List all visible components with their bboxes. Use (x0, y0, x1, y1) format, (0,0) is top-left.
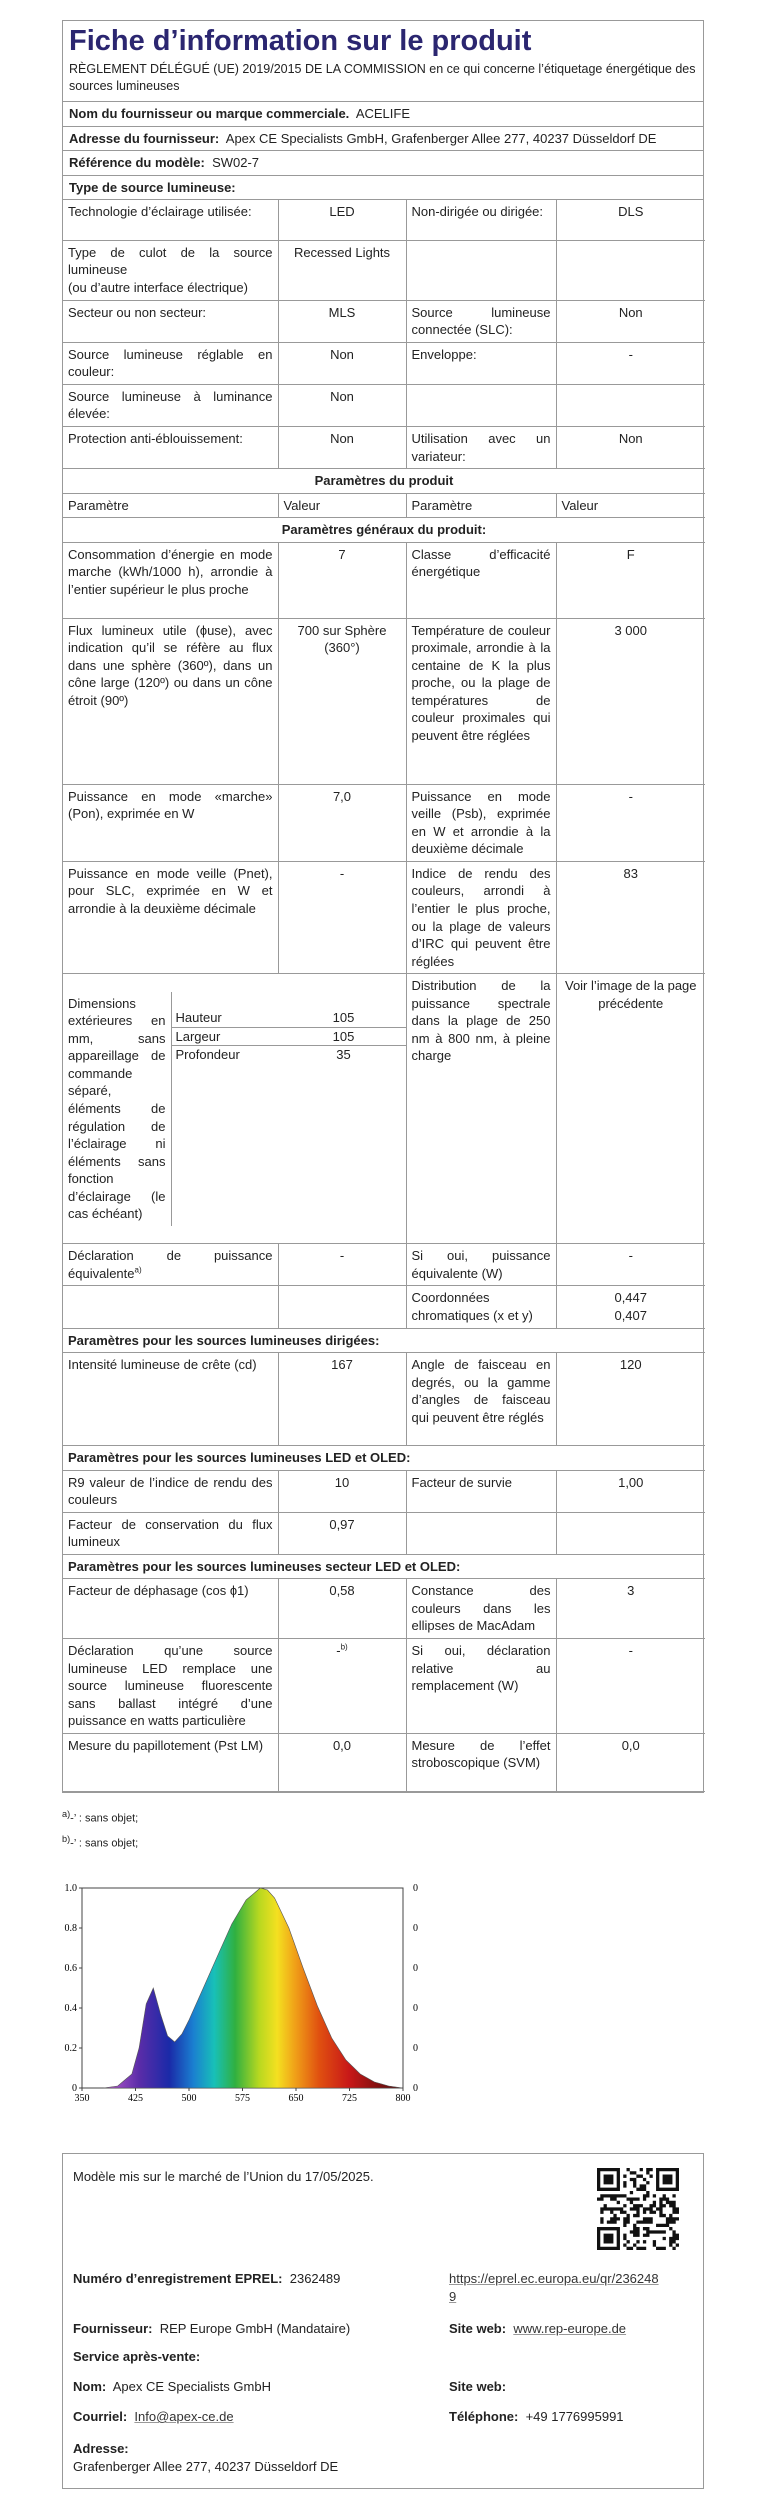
equivalent-param-row (63, 1244, 705, 1286)
y-tick-label-right: 0 (413, 1963, 418, 1974)
y-tick-label-right: 0 (413, 2083, 418, 2094)
led-param-row (63, 1470, 705, 1512)
equivalent-param-value-2: 0,447 0,407 (556, 1286, 705, 1328)
mains-param-value-2: 0,0 (556, 1733, 705, 1791)
peak-intensity-label: Intensité lumineuse de crête (cd) (63, 1353, 278, 1446)
spectral-distribution-chart (58, 1868, 478, 2118)
source-param-row (63, 200, 705, 240)
directional-header: Paramètres pour les sources lumineuses dirigées: (63, 1328, 705, 1353)
width-label: Largeur (172, 1027, 282, 1046)
source-param-label-2 (406, 240, 556, 300)
source-param-value-2: Non (556, 426, 705, 468)
led-param-label-2: Facteur de survie (406, 1470, 556, 1512)
supplier-label: Nom du fournisseur ou marque commerciale. (69, 106, 350, 121)
qr-code-icon (597, 2168, 679, 2250)
source-param-label-2 (406, 384, 556, 426)
general-param-label-2: Température de couleur proximale, arrondie à la centaine de K la plus proche, ou la plage de températures de couleur proximales qui peuvent être réglées (406, 618, 556, 784)
equivalent-param-label (63, 1286, 278, 1328)
led-param-label: Facteur de conservation du flux lumineux (63, 1512, 278, 1554)
mains-param-label: Facteur de déphasage (cos ɸ1) (63, 1579, 278, 1639)
mains-param-label-2: Si oui, déclaration relative au remplacement (W) (406, 1639, 556, 1734)
mains-param-value: 0,58 (278, 1579, 406, 1639)
general-param-value-2: 3 000 (556, 618, 705, 784)
general-param-row (63, 861, 705, 973)
source-param-label-2: Utilisation avec un variateur: (406, 426, 556, 468)
mains-param-value: -$^{b)}$ (278, 1639, 406, 1734)
x-tick-label: 575 (235, 2093, 250, 2104)
service-label: Service après-vente: (73, 2349, 201, 2364)
general-param-value: - (278, 861, 406, 973)
general-param-row (63, 784, 705, 861)
general-param-label: Puissance en mode «marche» (Pon), exprimée en W (63, 784, 278, 861)
y-tick-label-right: 0 (413, 1883, 418, 1894)
mains-param-row (63, 1733, 705, 1791)
source-param-label: Type de culot de la source lumineuse (ou d’autre interface électrique) (63, 240, 278, 300)
general-param-value-2: - (556, 784, 705, 861)
adresse-value: Grafenberger Allee 277, 40237 Düsseldorf DE (73, 2459, 339, 2474)
source-param-label: Secteur ou non secteur: (63, 300, 278, 342)
peak-intensity-value: 167 (278, 1353, 406, 1446)
equivalent-param-label-2: Si oui, puissance équivalente (W) (406, 1244, 556, 1286)
model-row (63, 151, 703, 176)
footer-box (62, 2153, 704, 2489)
qr-code[interactable] (597, 2168, 679, 2250)
tel-row: Téléphone: +49 1776995991 (449, 2409, 624, 2424)
y-tick-label-right: 0 (413, 2003, 418, 2014)
general-param-label: Consommation d’énergie en mode marche (kWh/1000 h), arrondie à l’entier supérieur le plus proche (63, 542, 278, 618)
mains-param-label-2: Mesure de l’effet stroboscopique (SVM) (406, 1733, 556, 1791)
general-param-value: 700 sur Sphère (360°) (278, 618, 406, 784)
source-param-value-2 (556, 384, 705, 426)
spectral-label: Distribution de la puissance spectrale dans la plage de 250 nm à 800 nm, à pleine charge (406, 974, 556, 1244)
led-param-label-2 (406, 1512, 556, 1554)
fournisseur-row: Fournisseur: REP Europe GmbH (Mandataire) (73, 2321, 351, 2336)
mains-param-label: Mesure du papillotement (Pst LM) (63, 1733, 278, 1791)
col-value-1: Valeur (278, 493, 406, 518)
model-label: Référence du modèle: (69, 155, 205, 171)
equivalent-param-value (278, 1286, 406, 1328)
eprel-row: Numéro d’enregistrement EPREL: 2362489 (73, 2271, 341, 2286)
source-param-label-2: Enveloppe: (406, 342, 556, 384)
source-param-label-2: Source lumineuse connectée (SLC): (406, 300, 556, 342)
equivalent-param-label-2: Coordonnées chromatiques (x et y) (406, 1286, 556, 1328)
spectral-value: Voir l’image de la page précédente (556, 974, 705, 1244)
led-param-value-2: 1,00 (556, 1470, 705, 1512)
col-param-2: Paramètre (406, 493, 556, 518)
mains-param-label: Déclaration qu’une source lumineuse LED remplace une source lumineuse fluorescente sans ballast intégré d’une puissance en watts particulière (63, 1639, 278, 1734)
equivalent-param-row (63, 1286, 705, 1328)
address-label: Adresse du fournisseur: (69, 130, 220, 146)
led-param-value: 10 (278, 1470, 406, 1512)
source-param-row (63, 384, 705, 426)
market-text: Modèle mis sur le marché de l’Union du 17/05/2025. (73, 2169, 374, 2184)
dimensions-row (63, 974, 705, 1244)
mains-param-value-2: - (556, 1639, 705, 1734)
nom-row: Nom: Apex CE Specialists GmbH (73, 2379, 271, 2394)
source-param-value: Recessed Lights (278, 240, 406, 300)
model-value: SW02-7 (212, 155, 260, 171)
regulation-text: RÈGLEMENT DÉLÉGUÉ (UE) 2019/2015 DE LA COMMISSION en ce qui concerne l’étiquetage énergétique des sources lumineuses (63, 59, 703, 102)
y-tick-label: 0.6 (64, 1963, 77, 1974)
supplier-value: ACELIFE (355, 106, 410, 121)
footnotes (62, 1804, 138, 1853)
led-param-value-2 (556, 1512, 705, 1554)
site2-label: Site web: (449, 2379, 507, 2394)
col-param-1: Paramètre (63, 493, 278, 518)
y-tick-label: 0.8 (64, 1923, 77, 1934)
footnote-b: $^{b)}$-’ : sans objet; (62, 1833, 139, 1850)
page-title: Fiche d’information sur le produit (69, 25, 532, 57)
source-param-value: MLS (278, 300, 406, 342)
source-type-header: Type de source lumineuse: (63, 176, 703, 201)
site-row: Site web: www.rep-europe.de (449, 2321, 627, 2336)
params-header: Paramètres du produit (63, 469, 705, 494)
source-param-label: Source lumineuse à luminance élevée: (63, 384, 278, 426)
x-tick-label: 725 (342, 2093, 357, 2104)
general-param-row (63, 542, 705, 618)
general-header: Paramètres généraux du produit: (63, 518, 705, 543)
directional-row (63, 1353, 705, 1446)
y-tick-label-right: 0 (413, 1923, 418, 1934)
address-value: Apex CE Specialists GmbH, Grafenberger Allee 277, 40237 Düsseldorf DE (225, 130, 657, 146)
source-param-label: Technologie d’éclairage utilisée: (63, 200, 278, 240)
source-param-value-2: Non (556, 300, 705, 342)
parameters-table (63, 200, 705, 1792)
led-header: Paramètres pour les sources lumineuses LED et OLED: (63, 1446, 705, 1471)
adresse-label: Adresse: (73, 2441, 129, 2456)
x-tick-label: 350 (74, 2093, 90, 2104)
equivalent-param-label: Déclaration de puissance équivalente$^{a)}$ (63, 1244, 278, 1286)
source-param-label-2: Non-dirigée ou dirigée: (406, 200, 556, 240)
beam-angle-label: Angle de faisceau en degrés, ou la gamme d’angles de faisceau qui peuvent être réglés (406, 1353, 556, 1446)
supplier-row (63, 102, 703, 127)
led-param-value: 0,97 (278, 1512, 406, 1554)
x-tick-label: 425 (128, 2093, 143, 2104)
height-label: Hauteur (172, 1009, 282, 1027)
mains-param-row (63, 1639, 705, 1734)
y-tick-label: 0 (72, 2083, 77, 2094)
source-param-value: Non (278, 342, 406, 384)
source-param-label: Protection anti-éblouissement: (63, 426, 278, 468)
courriel-row: Courriel: Info@apex-ce.de (73, 2409, 234, 2424)
led-param-row (63, 1512, 705, 1554)
source-param-value-2 (556, 240, 705, 300)
footnote-a: $^{a)}$-’ : sans objet; (62, 1809, 139, 1825)
mains-param-value: 0,0 (278, 1733, 406, 1791)
source-param-row (63, 342, 705, 384)
beam-angle-value: 120 (556, 1353, 705, 1446)
general-param-value: 7,0 (278, 784, 406, 861)
y-tick-label-right: 0 (413, 2043, 418, 2054)
col-value-2: Valeur (556, 493, 705, 518)
height-value: 105 (282, 1009, 406, 1027)
address-row (63, 127, 703, 152)
general-param-value-2: 83 (556, 861, 705, 973)
general-param-value: 7 (278, 542, 406, 618)
general-param-label-2: Puissance en mode veille (Psb), exprimée en W et arrondie à la deuxième décimale (406, 784, 556, 861)
mains-param-row (63, 1579, 705, 1639)
general-param-value-2: F (556, 542, 705, 618)
source-param-label: Source lumineuse réglable en couleur: (63, 342, 278, 384)
depth-value: 35 (336, 1047, 351, 1063)
general-param-label-2: Indice de rendu des couleurs, arrondi à l’entier le plus proche, ou la plage de valeurs d’IRC qui peuvent être réglées (406, 861, 556, 973)
eprel-number: 2362489 (289, 2271, 341, 2286)
dimensions-label: Dimensions extérieures en mm, sans appareillage de commande séparé, éléments de régulation de l’éclairage ni éléments sans fonction d’éclairage (le cas échéant) (63, 992, 171, 1226)
y-tick-label: 1.0 (64, 1883, 77, 1894)
source-param-value: Non (278, 384, 406, 426)
depth-label: Profondeur (175, 1047, 240, 1063)
product-info-sheet (62, 20, 704, 1793)
y-tick-label: 0.2 (64, 2043, 77, 2054)
eprel-link[interactable]: https://eprel.ec.europa.eu/qr/2362489 (449, 2271, 659, 2304)
mains-param-value-2: 3 (556, 1579, 705, 1639)
equivalent-param-value: - (278, 1244, 406, 1286)
general-param-label: Puissance en mode veille (Pnet), pour SLC, exprimée en W et arrondie à la deuxième décimale (63, 861, 278, 973)
source-param-value: Non (278, 426, 406, 468)
x-tick-label: 800 (395, 2093, 411, 2104)
led-param-label: R9 valeur de l’indice de rendu des couleurs (63, 1470, 278, 1512)
x-tick-label: 500 (181, 2093, 197, 2104)
width-value: 105 (282, 1027, 406, 1046)
source-param-row (63, 426, 705, 468)
mains-header: Paramètres pour les sources lumineuses secteur LED et OLED: (63, 1554, 705, 1579)
source-param-row (63, 240, 705, 300)
equivalent-param-value-2: - (556, 1244, 705, 1286)
source-param-value: LED (278, 200, 406, 240)
mains-param-label-2: Constance des couleurs dans les ellipses de MacAdam (406, 1579, 556, 1639)
source-param-value-2: DLS (556, 200, 705, 240)
source-param-row (63, 300, 705, 342)
source-param-value-2: - (556, 342, 705, 384)
general-param-label: Flux lumineux utile (ɸuse), avec indication qu’il se réfère au flux dans une sphère (360º), dans un cône large (120º) ou dans un cône étroit (90º) (63, 618, 278, 784)
footnote-mark: b) (340, 1642, 348, 1652)
y-tick-label: 0.4 (64, 2003, 77, 2014)
footnote-mark: a) (134, 1265, 142, 1275)
email-link[interactable]: Info@apex-ce.de (134, 2409, 234, 2424)
general-param-row (63, 618, 705, 784)
x-tick-label: 650 (288, 2093, 304, 2104)
site-link[interactable]: www.rep-europe.de (513, 2321, 627, 2336)
general-param-label-2: Classe d’efficacité énergétique (406, 542, 556, 618)
